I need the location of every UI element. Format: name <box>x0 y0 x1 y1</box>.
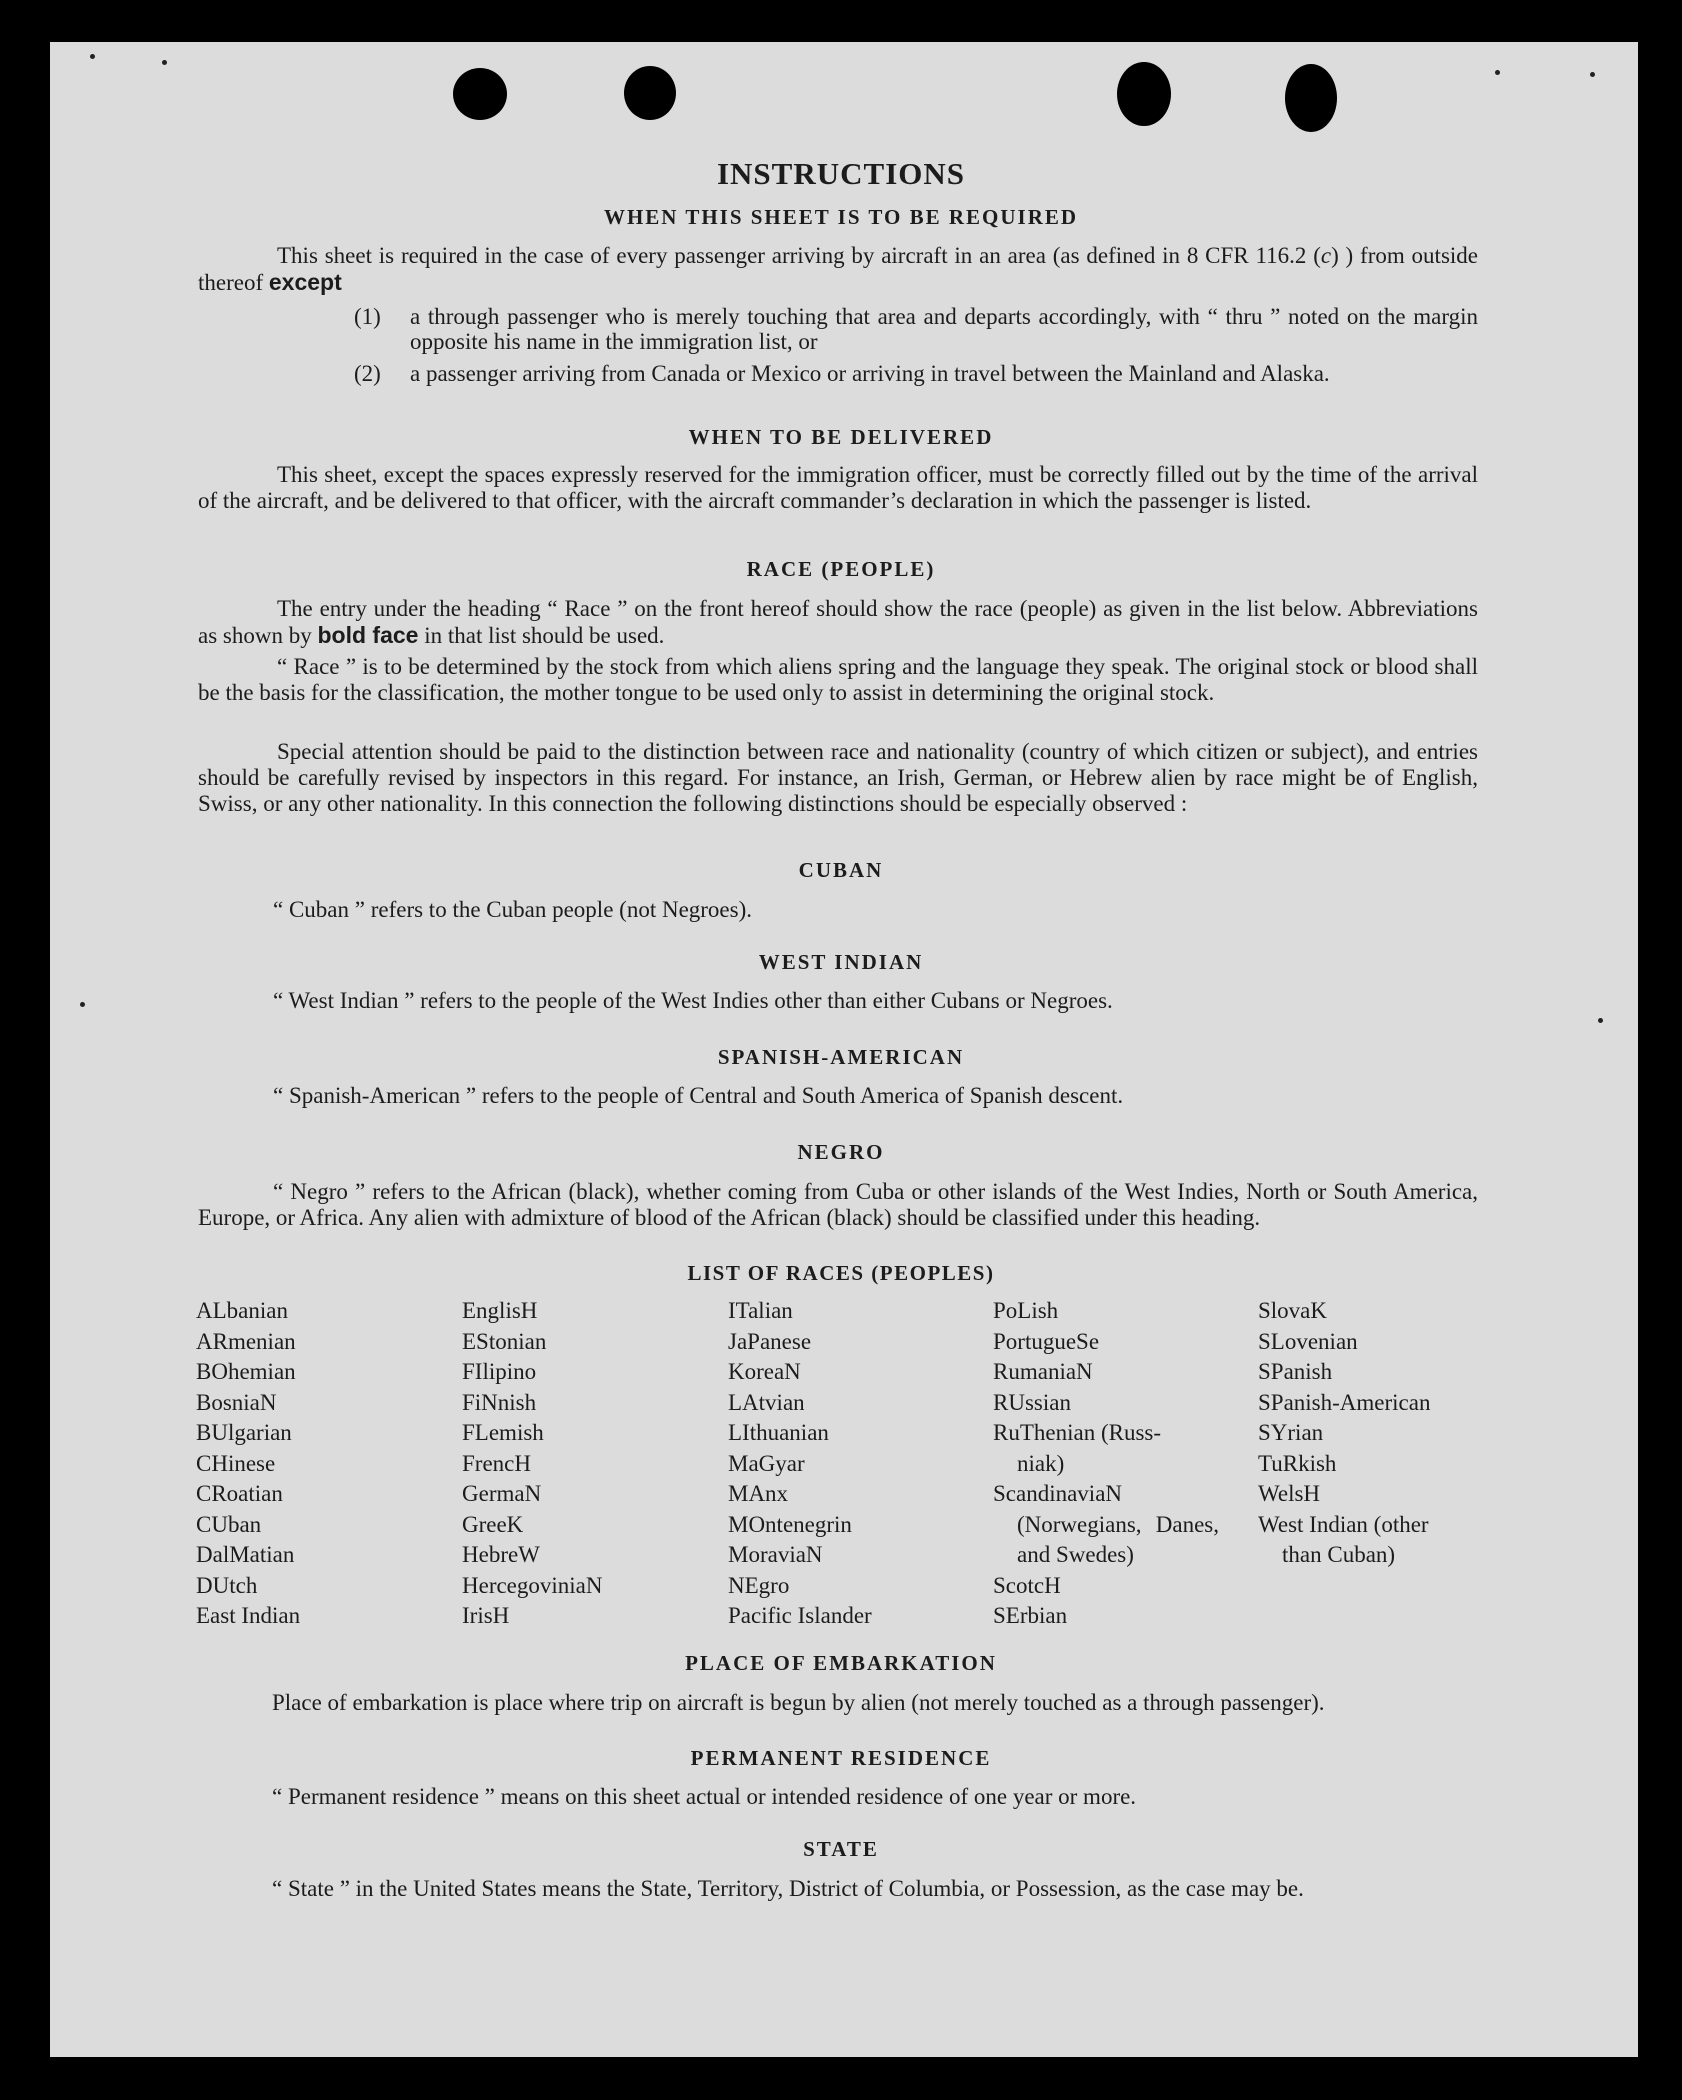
state-text: “ State ” in the United States means the State, Territory, District of Columbia, or Possession, as the case may be. <box>272 1876 1304 1901</box>
embarkation-text: Place of embarkation is place where trip on aircraft is begun by alien (not merely touched as a through passenger). <box>272 1690 1325 1715</box>
race-item: RuThenian (Russ- <box>993 1420 1162 1445</box>
race-item: CUban <box>196 1511 262 1537</box>
race-item: HebreW <box>462 1542 540 1567</box>
race-item: LIthuanian <box>728 1420 829 1445</box>
race-item: ScandinaviaN (Norwegians, Danes, and Swedes) <box>993 1481 1219 1567</box>
race-item: FiNnish <box>462 1389 537 1415</box>
race-item: SErbian <box>993 1603 1068 1628</box>
race-item: niak) <box>1017 1450 1065 1476</box>
race-item: TuRkish <box>1258 1450 1337 1476</box>
required-intro <box>198 243 1478 296</box>
section-heading-negro: NEGRO <box>797 1140 885 1164</box>
race-item: than Cuban) <box>1282 1542 1396 1567</box>
permanent-residence-text: “ Permanent residence ” means on this sheet actual or intended residence of one year or more. <box>272 1784 1137 1809</box>
race-item: SPanish-American <box>1258 1389 1431 1415</box>
delivered-text: This sheet, except the spaces expressly reserved for the immigration officer, must be correctly filled out by the time of the arrival of the aircraft, and be delivered to that officer, with the aircraft commander’s declaration in which the passenger is listed. <box>198 462 1478 513</box>
race-item: BosniaN <box>196 1389 277 1415</box>
race-item: MoraviaN <box>728 1542 823 1567</box>
race-item: MaGyar <box>728 1450 805 1476</box>
race-paragraph-3: Special attention should be paid to the distinction between race and nationality (country of which citizen or subject), and entries should be carefully revised by inspectors in this regard. For instance, an Irish, German, or Hebrew alien by race might be of English, Swiss, or any other nationality. In this connection the following distinctions should be especially observed : <box>198 739 1478 816</box>
race-item: CRoatian <box>196 1481 283 1506</box>
race-item: FIlipino <box>462 1359 537 1384</box>
race-item: SPanish <box>1258 1359 1333 1384</box>
race-paragraph-2: “ Race ” is to be determined by the stock from which aliens spring and the language they speak. The original stock or blood shall be the basis for the classification, the mother tongue to be used only to assist in determining the original stock. <box>198 654 1478 705</box>
race-item: FrencH <box>462 1450 531 1476</box>
intro-except: except <box>268 269 342 295</box>
section-heading-permanent-residence: PERMANENT RESIDENCE <box>690 1746 992 1770</box>
races-column-3 <box>728 1296 978 1632</box>
race-item: IrisH <box>462 1603 510 1628</box>
intro-text-b: ) ) from outside thereof <box>198 243 1478 295</box>
speck <box>1495 70 1500 75</box>
race-item: FLemish <box>462 1420 544 1445</box>
race-item: NEgro <box>728 1572 790 1598</box>
race-item: ARmenian <box>196 1328 296 1354</box>
punch-hole <box>1117 62 1171 126</box>
race-item: KoreaN <box>728 1359 801 1384</box>
races-column-2 <box>462 1296 712 1632</box>
punch-hole <box>1285 64 1337 132</box>
race-item: SYrian <box>1258 1420 1324 1445</box>
race-item: BOhemian <box>196 1359 296 1384</box>
item-number: (2) <box>354 361 381 386</box>
race-item: WelsH <box>1258 1481 1321 1506</box>
punch-hole <box>624 66 676 120</box>
speck <box>90 54 95 59</box>
race-item: MOntenegrin <box>728 1511 852 1537</box>
speck <box>1590 72 1595 77</box>
race-item: PortugueSe <box>993 1328 1100 1354</box>
race-item: West Indian (other <box>1258 1511 1429 1537</box>
west-indian-text: “ West Indian ” refers to the people of the West Indies other than either Cubans or Negroes. <box>273 988 1113 1013</box>
document-title: INSTRUCTIONS <box>716 156 965 191</box>
section-heading-cuban: CUBAN <box>798 858 884 882</box>
cuban-text: “ Cuban ” refers to the Cuban people (not Negroes). <box>273 897 753 922</box>
race-item: RUssian <box>993 1389 1071 1415</box>
race-p1-a: The entry under the heading “ Race ” on the front hereof should show the race (people) as given in the list below. Abbreviations as shown by <box>198 596 1478 648</box>
section-heading-delivered: WHEN TO BE DELIVERED <box>688 425 994 449</box>
race-item: GreeK <box>462 1511 524 1537</box>
race-item: ALbanian <box>196 1298 288 1323</box>
section-heading-embarkation: PLACE OF EMBARKATION <box>685 1651 997 1675</box>
race-item: SLovenian <box>1258 1328 1358 1354</box>
race-paragraph-1 <box>198 596 1478 649</box>
race-item: EStonian <box>462 1328 547 1354</box>
section-heading-state: STATE <box>803 1837 879 1861</box>
speck <box>162 60 167 65</box>
race-item: ITalian <box>728 1298 793 1323</box>
list-of-races-heading: LIST OF RACES (PEOPLES) <box>687 1261 995 1285</box>
speck <box>1598 1018 1603 1023</box>
item-text: a passenger arriving from Canada or Mexico or arriving in travel between the Mainland and Alaska. <box>410 361 1330 386</box>
race-item: EnglisH <box>462 1298 538 1323</box>
race-item: JaPanese <box>728 1328 812 1354</box>
intro-text-a: This sheet is required in the case of every passenger arriving by aircraft in an area (as defined in 8 CFR 116.2 ( <box>277 243 1321 268</box>
punch-hole <box>453 68 507 120</box>
race-item: CHinese <box>196 1450 276 1476</box>
race-p1-bold: bold face <box>317 622 419 648</box>
negro-text: “ Negro ” refers to the African (black), whether coming from Cuba or other islands of the West Indies, North or South America, Europe, or Africa. Any alien with admixture of blood of the African (black) should be classified under this heading. <box>198 1179 1478 1230</box>
race-item: ScotcH <box>993 1572 1061 1598</box>
race-p1-b: in that list should be used. <box>424 623 665 648</box>
section-heading-spanish-american: SPANISH-AMERICAN <box>717 1045 965 1069</box>
race-item: Pacific Islander <box>728 1603 872 1628</box>
item-text: a through passenger who is merely touching that area and departs accordingly, with “ thru ” noted on the margin opposite his name in the immigration list, or <box>410 304 1478 354</box>
races-column-1 <box>196 1296 446 1632</box>
race-item: GermaN <box>462 1481 542 1506</box>
section-heading-race: RACE (PEOPLE) <box>746 557 936 581</box>
intro-text-c: c <box>1320 243 1332 268</box>
race-item: DalMatian <box>196 1542 295 1567</box>
race-item: BUlgarian <box>196 1420 292 1445</box>
section-heading-west-indian: WEST INDIAN <box>758 950 924 974</box>
race-item: HercegoviniaN <box>462 1572 603 1598</box>
race-item: DUtch <box>196 1572 258 1598</box>
race-item: MAnx <box>728 1481 789 1506</box>
section-heading-required: WHEN THIS SHEET IS TO BE REQUIRED <box>603 205 1079 229</box>
race-item: SlovaK <box>1258 1298 1327 1323</box>
speck <box>80 1002 85 1007</box>
races-column-5 <box>1258 1296 1498 1571</box>
races-column-4 <box>993 1296 1219 1632</box>
race-item: LAtvian <box>728 1389 805 1415</box>
item-number: (1) <box>354 304 381 329</box>
race-item: PoLish <box>993 1298 1059 1323</box>
race-item: RumaniaN <box>993 1359 1093 1384</box>
race-item: East Indian <box>196 1603 301 1628</box>
spanish-american-text: “ Spanish-American ” refers to the people of Central and South America of Spanish descent. <box>273 1083 1124 1108</box>
